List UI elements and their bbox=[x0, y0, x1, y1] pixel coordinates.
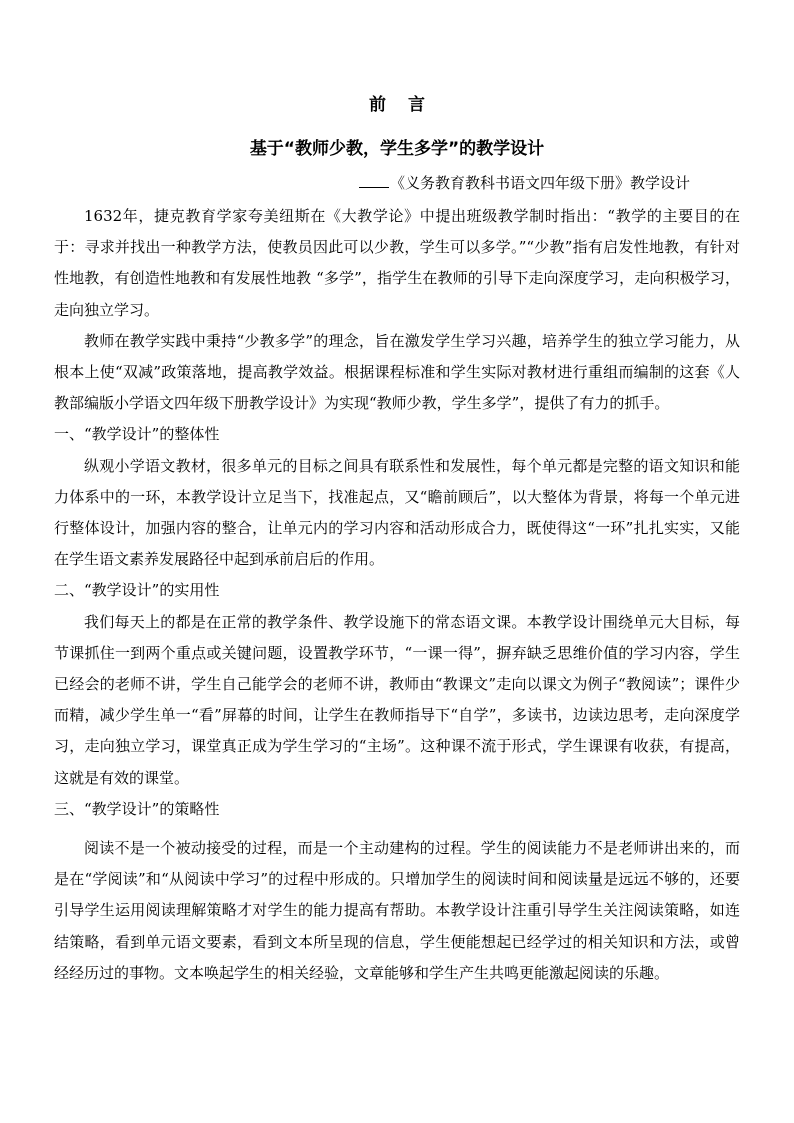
document-body bbox=[54, 201, 740, 989]
section-heading-3: 三、“教学设计”的策略性 bbox=[54, 799, 220, 818]
paragraph-intro-1: 1632年，捷克教育学家夸美纽斯在《大教学论》中提出班级教学制时指出：“教学的主要目的在于：寻求并找出一种教学方法，使教员因此可以少教，学生可以多学。”“少教”指有启发性地教，有针对性地教，有创造性地教和有发展性地教 “多学”，指学生在教师的引导下走向深度学习，走向积极学习，走向独立学习。 bbox=[54, 207, 740, 319]
page-subtitle: 基于“教师少教，学生多学”的教学设计 bbox=[249, 139, 545, 159]
section-text-3: 阅读不是一个被动接受的过程，而是一个主动建构的过程。学生的阅读能力不是老师讲出来的，而是在“学阅读”和“从阅读中学习”的过程中形成的。只增加学生的阅读时间和阅读量是远远不够的，还要引导学生运用阅读理解策略才对学生的能力提高有帮助。本教学设计注重引导学生关注阅读策略，如连结策略，看到单元语文要素，看到文本所呈现的信息，学生便能想起已经学过的相关知识和方法，或曾经经历过的事物。文本唤起学生的相关经验，文章能够和学生产生共鸣更能激起阅读的乐趣。 bbox=[54, 839, 740, 982]
section-text-2: 我们每天上的都是在正常的教学条件、教学设施下的常态语文课。本教学设计围绕单元大目标，每节课抓住一到两个重点或关键问题，设置教学环节，“一课一得”，摒弃缺乏思维价值的学习内容，学生已经会的老师不讲，学生自己能学会的老师不讲，教师由“教课文”走向以课文为例子“教阅读”；课件少而精，减少学生单一“看”屏幕的时间，让学生在教师指导下“自学”，多读书，边读边思考，走向深度学习，走向独立学习，课堂真正成为学生学习的“主场”。这种课不流于形式，学生课课有收获，有提高，这就是有效的课堂。 bbox=[54, 612, 740, 787]
page-title: 前言 bbox=[369, 95, 447, 115]
section-gap bbox=[54, 825, 740, 833]
underline-blank bbox=[359, 173, 389, 188]
section-text-1: 纵观小学语文教材，很多单元的目标之间具有联系性和发展性，每个单元都是完整的语文知识和能力体系中的一环，本教学设计立足当下，找准起点，又“瞻前顾后”，以大整体为背景，将每一个单元进行整体设计，加强内容的整合，让单元内的学习内容和活动形成合力，既使得这“一环”扎扎实实，又能在学生语文素养发展路径中起到承前启后的作用。 bbox=[54, 456, 740, 569]
section-heading-2: 二、“教学设计”的实用性 bbox=[54, 581, 220, 600]
source-line bbox=[359, 172, 690, 193]
paragraph-intro-2: 教师在教学实践中秉持“少教多学”的理念，旨在激发学生学习兴趣，培养学生的独立学习能力，从根本上使“双减”政策落地，提高教学效益。根据课程标准和学生实际对教材进行重组而编制的这套《人教部编版小学语文四年级下册教学设计》为实现“教师少教，学生多学”，提供了有力的抓手。 bbox=[54, 331, 740, 413]
source-text: 《义务教育教科书语文四年级下册》教学设计 bbox=[389, 174, 690, 192]
section-heading-1: 一、“教学设计”的整体性 bbox=[54, 425, 220, 444]
